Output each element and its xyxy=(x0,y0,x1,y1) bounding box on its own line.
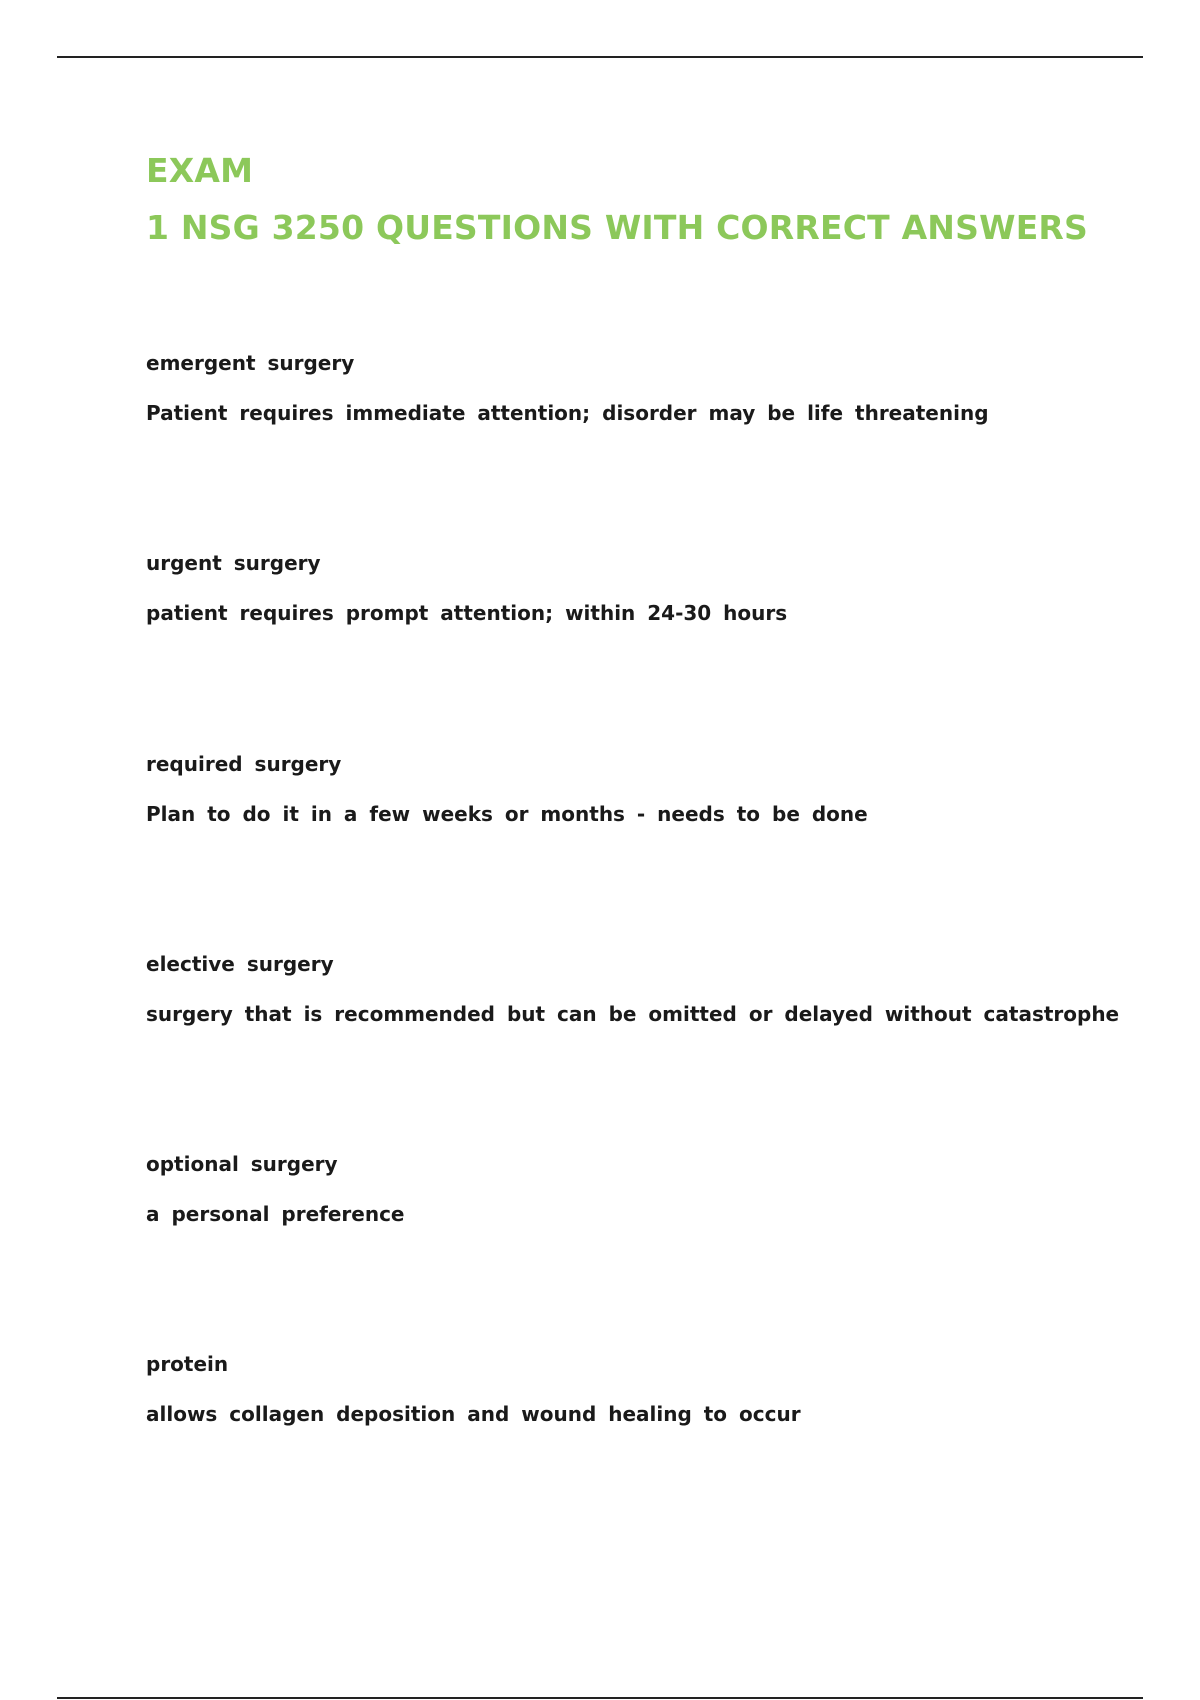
bottom-divider xyxy=(57,1697,1143,1699)
document-title-line-2: 1 NSG 3250 QUESTIONS WITH CORRECT ANSWERS xyxy=(146,208,1089,247)
term: urgent surgery xyxy=(146,551,321,575)
definition: allows collagen deposition and wound healing to occur xyxy=(146,1402,801,1426)
definition: Plan to do it in a few weeks or months - needs to be done xyxy=(146,802,868,826)
definition: a personal preference xyxy=(146,1202,405,1226)
definition: patient requires prompt attention; within 24-30 hours xyxy=(146,601,788,625)
term: elective surgery xyxy=(146,952,334,976)
term: optional surgery xyxy=(146,1152,338,1176)
top-divider xyxy=(57,56,1143,58)
document-title-line-1: EXAM xyxy=(146,151,254,190)
term: required surgery xyxy=(146,752,342,776)
definition: Patient requires immediate attention; disorder may be life threatening xyxy=(146,401,989,425)
term: emergent surgery xyxy=(146,351,355,375)
definition: surgery that is recommended but can be omitted or delayed without catastrophe xyxy=(146,1002,1120,1026)
term: protein xyxy=(146,1352,229,1376)
